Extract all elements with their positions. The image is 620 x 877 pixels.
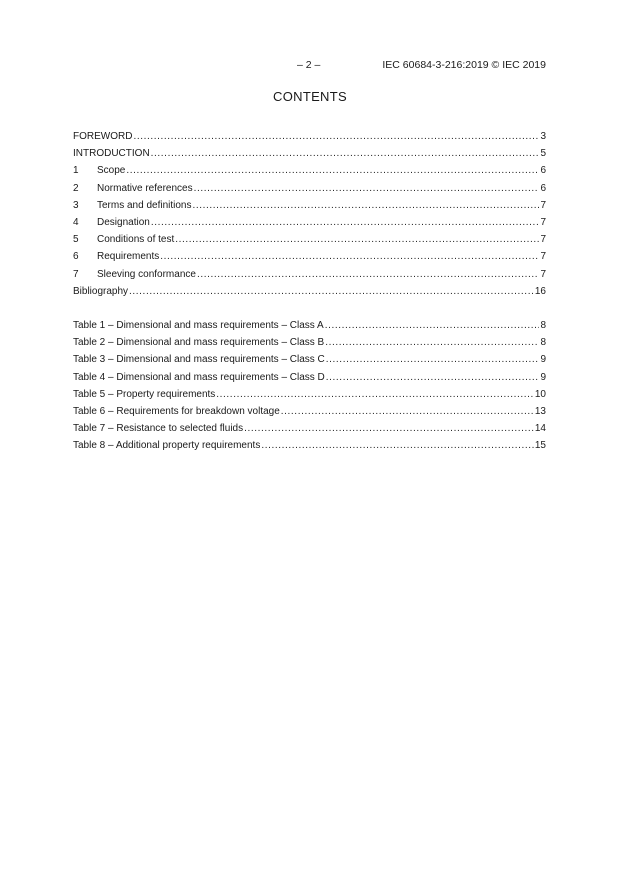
toc-page: 8 (540, 320, 546, 331)
dot-leader (175, 231, 539, 248)
dot-leader (133, 128, 539, 145)
toc-entry-designation[interactable] (73, 214, 546, 231)
toc-entry-table-8[interactable] (73, 437, 546, 454)
toc-number: 5 (73, 234, 79, 246)
toc-page: 13 (534, 405, 546, 417)
toc-entry-table-3[interactable] (73, 351, 546, 368)
toc-entry-table-5[interactable] (73, 386, 546, 403)
toc-entry-sleeving-conformance[interactable] (73, 266, 546, 283)
toc-number: 6 (73, 251, 79, 263)
toc-number: 7 (73, 268, 79, 280)
toc-label: Table 6 – Requirements for breakdown voltage (73, 405, 280, 417)
toc-label: Table 3 – Dimensional and mass requirements – Class C (73, 354, 325, 366)
toc-entry-table-4[interactable] (73, 369, 546, 386)
toc-tables (73, 317, 546, 455)
dot-leader (129, 283, 534, 300)
toc-label: Table 5 – Property requirements (73, 388, 216, 400)
toc-page: 9 (540, 371, 546, 383)
toc-page: 5 (540, 148, 546, 160)
toc-page: 6 (540, 182, 546, 194)
toc-label: Bibliography (73, 285, 129, 297)
toc-entry-introduction[interactable] (73, 145, 546, 162)
toc-page: 9 (540, 354, 546, 366)
toc-page: 15 (534, 440, 546, 452)
dot-leader (325, 317, 540, 334)
toc-entry-foreword[interactable] (73, 128, 546, 145)
toc-label: INTRODUCTION (73, 148, 150, 160)
toc-label: Designation (97, 216, 150, 228)
toc-entry-table-1[interactable] (73, 317, 546, 334)
toc-page: 8 (540, 337, 546, 349)
toc-number: 3 (73, 199, 79, 211)
toc-entry-conditions-of-test[interactable] (73, 231, 546, 248)
contents-title: CONTENTS (273, 89, 347, 104)
dot-leader (151, 145, 540, 162)
toc-label: Terms and definitions (97, 199, 192, 211)
toc-label: Table 7 – Resistance to selected fluids (73, 423, 244, 435)
dot-leader (151, 214, 540, 231)
toc-number: 2 (73, 182, 79, 194)
toc-label: FOREWORD (73, 131, 133, 142)
page-number: – 2 – (297, 59, 321, 71)
toc-label: Table 4 – Dimensional and mass requirements – Class D (73, 371, 325, 383)
dot-leader (261, 437, 534, 454)
toc-label: Normative references (97, 182, 193, 194)
page-header (0, 59, 620, 73)
toc-page: 7 (540, 216, 546, 228)
toc-page: 7 (540, 251, 546, 263)
toc-page: 6 (540, 165, 546, 177)
dot-leader (325, 334, 539, 351)
dot-leader (244, 420, 534, 437)
dot-leader (194, 180, 540, 197)
dot-leader (326, 351, 540, 368)
toc-entry-terms-and-definitions[interactable] (73, 197, 546, 214)
document-id: IEC 60684-3-216:2019 © IEC 2019 (382, 59, 546, 71)
toc-entry-requirements[interactable] (73, 248, 546, 265)
toc-page: 7 (540, 234, 546, 246)
toc-page: 14 (534, 423, 546, 435)
toc-page: 7 (540, 199, 546, 211)
toc-label: Sleeving conformance (97, 268, 196, 280)
toc-entry-bibliography[interactable] (73, 283, 546, 300)
toc-entry-table-7[interactable] (73, 420, 546, 437)
toc-page: 7 (540, 268, 546, 280)
toc-number: 4 (73, 216, 79, 228)
toc-sections (73, 128, 546, 300)
toc-entry-normative-references[interactable] (73, 180, 546, 197)
dot-leader (326, 369, 540, 386)
toc-number: 1 (73, 165, 79, 177)
dot-leader (160, 248, 539, 265)
dot-leader (193, 197, 540, 214)
toc-label: Scope (97, 165, 126, 177)
toc-label: Conditions of test (97, 234, 175, 246)
dot-leader (216, 386, 534, 403)
toc-page: 16 (534, 285, 546, 297)
dot-leader (281, 403, 534, 420)
dot-leader (126, 162, 539, 179)
toc-page: 10 (534, 388, 546, 400)
toc-entry-scope[interactable] (73, 162, 546, 179)
toc-entry-table-6[interactable] (73, 403, 546, 420)
toc-page: 3 (540, 131, 546, 142)
toc-entry-table-2[interactable] (73, 334, 546, 351)
toc-label: Requirements (97, 251, 160, 263)
toc-label: Table 8 – Additional property requirements (73, 440, 261, 452)
dot-leader (197, 266, 539, 283)
toc-label: Table 1 – Dimensional and mass requirements – Class A (73, 320, 324, 331)
toc-label: Table 2 – Dimensional and mass requirements – Class B (73, 337, 325, 349)
